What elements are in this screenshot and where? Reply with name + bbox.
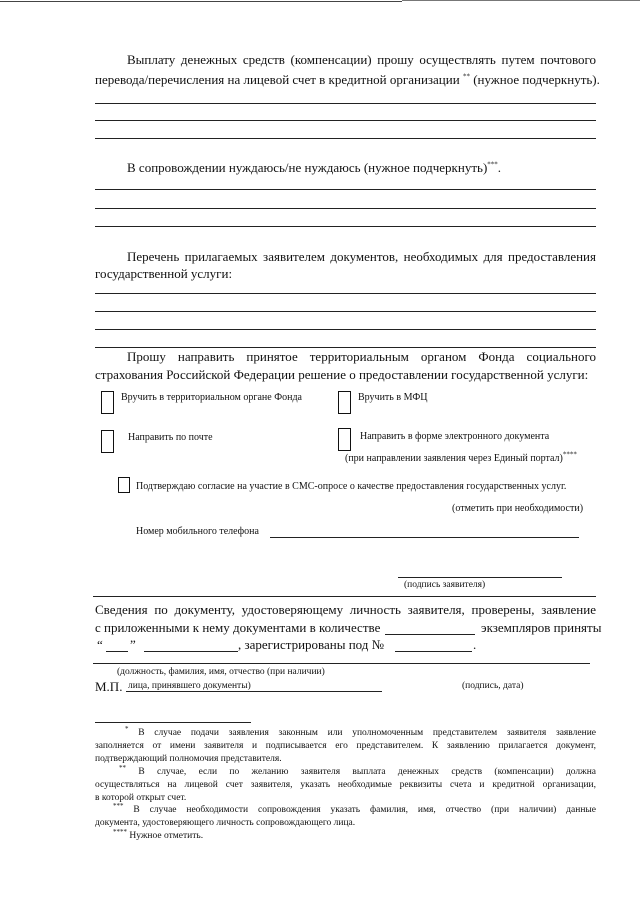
section-divider bbox=[93, 596, 596, 597]
footnote-3-line-1: *** В случае необходимости сопровождения указать фамилия, имя, отчество (при наличии) данные bbox=[113, 801, 596, 815]
payment-fill-line-2[interactable] bbox=[95, 120, 596, 121]
payment-fill-line-1[interactable] bbox=[95, 103, 596, 104]
documents-fill-line-2[interactable] bbox=[95, 311, 596, 312]
option-fund-office-label: Вручить в территориальном органе Фонда bbox=[121, 392, 302, 403]
footnote-2-line-3: в которой открыт счет. bbox=[95, 793, 187, 803]
footnote-4: **** Нужное отметить. bbox=[113, 827, 204, 841]
date-month-line[interactable] bbox=[144, 651, 238, 652]
escort-fill-line-3[interactable] bbox=[95, 226, 596, 227]
footnote-1-line-1: * В случае подачи заявления законным или уполномоченным представителем заявителя заявление bbox=[125, 724, 597, 738]
footnote-3-line-2: документа, удостоверяющего личность сопровождающего лица. bbox=[95, 818, 356, 828]
documents-fill-line-3[interactable] bbox=[95, 329, 596, 330]
option-electronic-label: Направить в форме электронного документа bbox=[360, 431, 550, 442]
checkbox-sms-consent[interactable] bbox=[118, 477, 130, 493]
payment-line-1: Выплату денежных средств (компенсации) прошу осуществлять путем почтового bbox=[127, 52, 596, 67]
sms-note: (отметить при необходимости) bbox=[452, 503, 584, 514]
verification-line-2a: с приложенными к нему документами в количестве bbox=[95, 620, 381, 635]
option-mfc-label: Вручить в МФЦ bbox=[358, 392, 428, 403]
copies-count-line[interactable] bbox=[385, 634, 475, 635]
registered-dot: . bbox=[473, 637, 477, 652]
escort-fill-line-1[interactable] bbox=[95, 189, 596, 190]
seal-label: М.П. bbox=[95, 679, 123, 694]
checkbox-electronic[interactable] bbox=[338, 428, 351, 451]
payment-line-2: перевода/перечисления на лицевой счет в кредитной организации ** (нужное подчеркнуть). bbox=[95, 72, 600, 87]
applicant-signature-label: (подпись заявителя) bbox=[404, 580, 486, 590]
footnote-1-line-3: подтверждающий полномочия представителя. bbox=[95, 754, 282, 764]
footnote-ref-3: *** bbox=[487, 160, 498, 169]
documents-line-1: Перечень прилагаемых заявителем документов, необходимых для предоставления bbox=[127, 249, 596, 264]
checkbox-by-mail[interactable] bbox=[101, 430, 114, 453]
decision-line-2: страхования Российской Федерации решение о предоставлении государственной услуги: bbox=[95, 367, 589, 382]
official-sign-date-label: (подпись, дата) bbox=[462, 681, 524, 691]
official-role-label: (должность, фамилия, имя, отчество (при наличии) bbox=[117, 667, 325, 677]
checkbox-mfc[interactable] bbox=[338, 391, 351, 414]
official-role-line[interactable] bbox=[93, 663, 590, 664]
documents-fill-line-4[interactable] bbox=[95, 347, 596, 348]
decision-line-1: Прошу направить принятое территориальным органом Фонда социального bbox=[127, 349, 596, 364]
applicant-signature-line[interactable] bbox=[398, 577, 562, 578]
documents-line-2: государственной услуги: bbox=[95, 266, 233, 281]
registration-number-line[interactable] bbox=[395, 651, 472, 652]
accepted-by-underline bbox=[126, 691, 382, 692]
footnote-1-line-2: заполняется от имени заявителя и подписывается его представителем. К заявлению прилагается документ, bbox=[95, 741, 596, 751]
documents-fill-line-1[interactable] bbox=[95, 293, 596, 294]
footnotes-separator bbox=[95, 722, 251, 723]
phone-label: Номер мобильного телефона bbox=[136, 526, 259, 537]
verification-line-1: Сведения по документу, удостоверяющему личность заявителя, проверены, заявление bbox=[95, 602, 596, 617]
escort-text: В сопровождении нуждаюсь/не нуждаюсь (нужное подчеркнуть)***. bbox=[127, 160, 502, 175]
payment-fill-line-3[interactable] bbox=[95, 138, 596, 139]
date-close-quote: ” bbox=[130, 637, 136, 652]
page-top-border bbox=[0, 0, 640, 4]
option-by-mail-label: Направить по почте bbox=[128, 432, 213, 443]
checkbox-fund-office[interactable] bbox=[101, 391, 114, 414]
footnote-ref-2: ** bbox=[462, 72, 470, 81]
footnote-ref-4: **** bbox=[562, 450, 577, 459]
footnote-2-line-2: осуществляться на лицевой счет заявителя, указать необходимые реквизиты счета и кредитной организации, bbox=[95, 780, 596, 790]
footnote-2-line-1: ** В случае, если по желанию заявителя выплата денежных средств (компенсации) должна bbox=[119, 763, 597, 777]
date-day-line[interactable] bbox=[106, 651, 128, 652]
date-open-quote: “ bbox=[97, 637, 103, 652]
verification-line-2b: экземпляров приняты bbox=[481, 620, 602, 635]
sms-consent-text: Подтверждаю согласие на участие в СМС-опросе о качестве предоставления государственных услуг. bbox=[136, 481, 567, 492]
registered-label: , зарегистрированы под № bbox=[238, 637, 385, 652]
escort-fill-line-2[interactable] bbox=[95, 208, 596, 209]
phone-input-line[interactable] bbox=[270, 537, 579, 538]
option-electronic-note: (при направлении заявления через Единый портал)**** bbox=[345, 450, 577, 464]
accepted-by-label: лица, принявшего документы) bbox=[128, 681, 251, 691]
